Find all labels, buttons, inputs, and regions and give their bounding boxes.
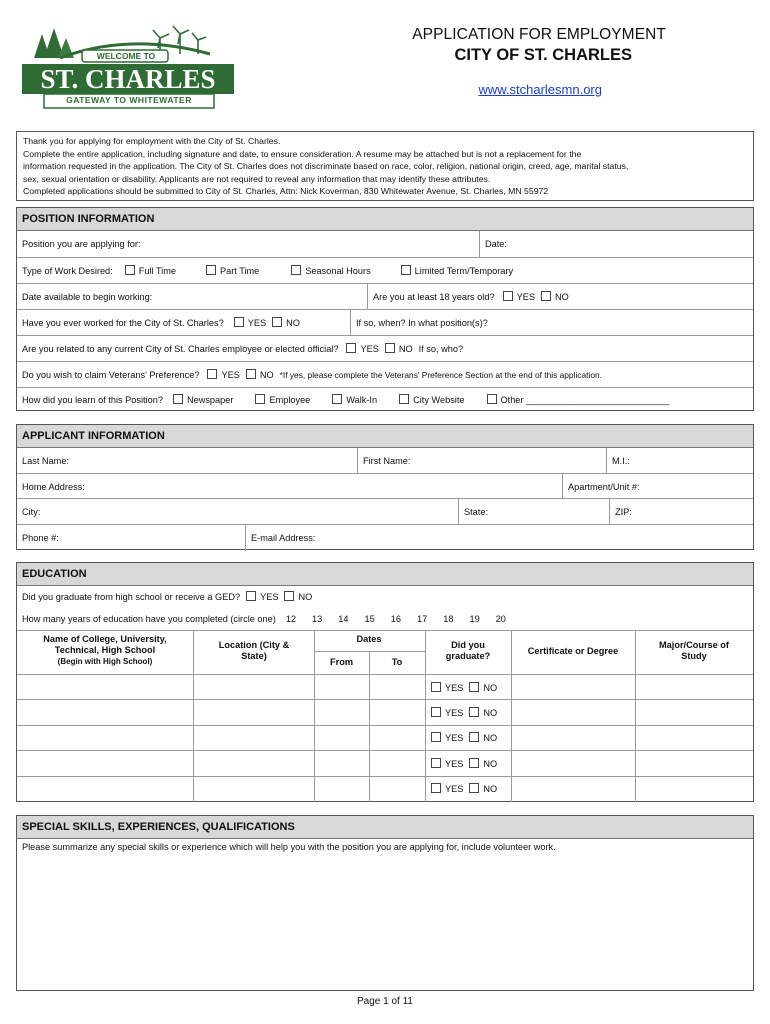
learn-question: How did you learn of this Position? <box>22 395 163 405</box>
year-option[interactable]: 15 <box>364 614 375 624</box>
seasonal-checkbox[interactable] <box>291 265 301 275</box>
education-entry-row <box>17 699 753 725</box>
veterans-yes-checkbox[interactable] <box>207 369 217 379</box>
zip-label: ZIP: <box>615 507 632 517</box>
worked-question: Have you ever worked for the City of St. Charles? <box>22 318 224 328</box>
position-heading: POSITION INFORMATION <box>17 208 753 231</box>
graduated-yes-label: YES <box>445 784 464 795</box>
school-name-cell[interactable] <box>17 675 198 700</box>
skills-heading: SPECIAL SKILLS, EXPERIENCES, QUALIFICATIONS <box>17 816 753 839</box>
graduated-no-checkbox[interactable] <box>469 707 479 717</box>
certificate-cell[interactable] <box>511 777 640 802</box>
home-address-field[interactable] <box>17 474 562 499</box>
year-option[interactable]: 17 <box>416 614 428 624</box>
ged-no-label: NO <box>298 592 313 602</box>
city-field[interactable] <box>17 499 457 525</box>
col-dates-header: Dates <box>356 634 382 644</box>
graduated-yes-label: YES <box>445 758 464 769</box>
graduated-no-label: NO <box>483 708 498 719</box>
last-name-field[interactable] <box>17 448 357 473</box>
major-cell[interactable] <box>635 726 758 751</box>
learn-row <box>17 387 753 412</box>
worked-when-field[interactable] <box>351 310 753 336</box>
related-no-checkbox[interactable] <box>385 343 395 353</box>
graduated-cell <box>425 726 517 751</box>
state-label: State: <box>464 507 489 517</box>
website-label: City Website <box>413 395 465 405</box>
education-entry-row <box>17 776 753 802</box>
veterans-note: *If yes, please complete the Veterans' Preference Section at the end of this application. <box>279 370 602 380</box>
logo-welcome-text: WELCOME TO <box>96 51 156 61</box>
work-type-label: Type of Work Desired: <box>22 266 113 276</box>
col-from-header: From <box>330 657 353 667</box>
mi-label: M.I.: <box>612 455 630 466</box>
years-row <box>17 608 753 630</box>
ged-row <box>17 586 753 608</box>
limited-term-label: Limited Term/Temporary <box>414 266 514 276</box>
graduated-yes-checkbox[interactable] <box>431 783 441 793</box>
intro-line: sex, sexual orientation or disability. Applicants are not required to reveal any information that may identify these attributes. <box>23 173 491 184</box>
website-link[interactable]: www.stcharlesmn.org <box>478 82 602 97</box>
veterans-row <box>17 361 753 388</box>
graduated-cell <box>425 777 517 802</box>
date-from-cell[interactable] <box>314 777 374 802</box>
graduated-yes-checkbox[interactable] <box>431 707 441 717</box>
ged-question: Did you graduate from high school or receive a GED? <box>22 592 241 602</box>
newspaper-label: Newspaper <box>186 395 234 405</box>
related-who-label: If so, who? <box>418 344 464 354</box>
graduated-no-label: NO <box>483 733 498 744</box>
zip-field[interactable] <box>610 499 753 525</box>
contact-row <box>17 524 753 551</box>
year-option[interactable]: 16 <box>390 614 401 624</box>
school-name-cell[interactable] <box>17 726 198 751</box>
date-available-label: Date available to begin working: <box>22 292 153 302</box>
year-option[interactable]: 19 <box>469 614 480 624</box>
major-cell[interactable] <box>635 777 758 802</box>
related-question: Are you related to any current City of St. Charles employee or elected official? <box>22 344 339 354</box>
position-applying-label: Position you are applying for: <box>22 239 141 249</box>
worked-no-label: NO <box>286 318 300 328</box>
major-cell[interactable] <box>635 700 758 725</box>
full-time-label: Full Time <box>138 266 176 276</box>
mi-field[interactable] <box>607 448 753 473</box>
location-cell[interactable] <box>193 777 319 802</box>
ged-yes-label: YES <box>260 592 279 602</box>
home-address-label: Home Address: <box>22 481 85 492</box>
location-cell[interactable] <box>193 751 319 776</box>
walkin-label: Walk-In <box>346 395 378 405</box>
worked-yes-label: YES <box>247 318 267 328</box>
skills-section <box>16 815 754 991</box>
year-option[interactable]: 13 <box>312 614 323 624</box>
logo-name-text: ST. CHARLES <box>40 64 216 94</box>
intro-line: information requested in the application. The City of St. Charles does not discriminate based on race, color, religion, national origin, creed, age, marital status, <box>23 161 629 171</box>
related-row <box>17 335 753 362</box>
other-checkbox[interactable] <box>487 394 497 404</box>
full-time-checkbox[interactable] <box>125 265 135 275</box>
position-row <box>17 231 753 257</box>
part-time-label: Part Time <box>219 266 260 276</box>
location-cell[interactable] <box>193 675 319 700</box>
ged-no-checkbox[interactable] <box>284 591 294 601</box>
graduated-cell <box>425 751 517 776</box>
apartment-label: Apartment/Unit #: <box>568 481 640 492</box>
col-graduate-header: Did you graduate? <box>445 640 491 661</box>
col-school-header: Name of College, University, Technical, High School <box>43 634 167 655</box>
related-yes-label: YES <box>360 344 379 354</box>
school-name-cell[interactable] <box>17 777 198 802</box>
col-school-subheader: (Begin with High School) <box>57 657 153 666</box>
education-entry-row <box>17 725 753 751</box>
position-date-field[interactable] <box>480 231 753 257</box>
education-entry-row <box>17 750 753 776</box>
graduated-yes-label: YES <box>445 682 464 693</box>
website-checkbox[interactable] <box>399 394 409 404</box>
intro-line: Thank you for applying for employment with the City of St. Charles. <box>23 136 281 146</box>
intro-line: Complete the entire application, including signature and date, to ensure consideration. A resume may be attached but is not a replacement for the <box>23 148 582 159</box>
graduated-no-label: NO <box>483 784 498 795</box>
date-to-cell[interactable] <box>369 675 430 700</box>
year-option[interactable]: 20 <box>495 614 506 624</box>
part-time-checkbox[interactable] <box>206 265 216 275</box>
position-date-label: Date: <box>485 239 507 249</box>
col-certificate-header: Certificate or Degree <box>527 646 619 656</box>
veterans-no-checkbox[interactable] <box>246 369 256 379</box>
location-cell[interactable] <box>193 726 319 751</box>
skills-prompt: Please summarize any special skills or experience which will help you with the position you are applying for, include volunteer work. <box>22 842 556 852</box>
graduated-yes-checkbox[interactable] <box>431 732 441 742</box>
years-question: How many years of education have you completed (circle one) <box>22 614 276 624</box>
date-to-cell[interactable] <box>369 777 430 802</box>
related-yes-checkbox[interactable] <box>346 343 356 353</box>
page-number: Page 1 of 11 <box>357 996 413 1007</box>
age-no-checkbox[interactable] <box>541 291 551 301</box>
worked-when-label: If so, when? In what position(s)? <box>356 318 488 328</box>
name-row <box>17 448 753 473</box>
graduated-cell <box>425 700 517 725</box>
newspaper-checkbox[interactable] <box>173 394 183 404</box>
certificate-cell[interactable] <box>511 700 640 725</box>
last-name-label: Last Name: <box>22 455 69 466</box>
phone-label: Phone #: <box>22 533 59 543</box>
form-subtitle: CITY OF ST. CHARLES <box>454 46 632 64</box>
applicant-heading: APPLICANT INFORMATION <box>17 425 753 448</box>
graduated-no-label: NO <box>483 758 498 769</box>
graduated-yes-label: YES <box>445 733 464 744</box>
worked-no-checkbox[interactable] <box>272 317 282 327</box>
intro-line: Completed applications should be submitted to City of St. Charles, Attn: Nick Koverman, 830 Whitewater Avenue, St. Charles, MN 55972 <box>23 186 549 196</box>
certificate-cell[interactable] <box>511 675 640 700</box>
intro-notice <box>16 131 754 201</box>
first-name-label: First Name: <box>363 455 411 466</box>
position-section <box>16 207 754 411</box>
col-location-header: Location (City & State) <box>218 640 290 661</box>
logo-tagline-text: GATEWAY TO WHITEWATER <box>66 95 192 105</box>
school-name-cell[interactable] <box>17 700 198 725</box>
related-no-label: NO <box>398 344 413 354</box>
city-row <box>17 498 753 525</box>
date-from-cell[interactable] <box>314 675 374 700</box>
applicant-section <box>16 424 754 550</box>
graduated-no-checkbox[interactable] <box>469 682 479 692</box>
state-field[interactable] <box>459 499 609 525</box>
graduated-yes-checkbox[interactable] <box>431 682 441 692</box>
first-name-field[interactable] <box>358 448 603 473</box>
col-to-header: To <box>391 657 403 667</box>
worked-before-row <box>17 309 753 336</box>
certificate-cell[interactable] <box>511 726 640 751</box>
phone-field[interactable] <box>17 525 244 551</box>
walkin-checkbox[interactable] <box>332 394 342 404</box>
position-applying-field[interactable] <box>17 231 482 257</box>
major-cell[interactable] <box>635 675 758 700</box>
major-cell[interactable] <box>635 751 758 776</box>
age-yes-label: YES <box>516 292 535 302</box>
email-field[interactable] <box>246 525 753 551</box>
veterans-question: Do you wish to claim Veterans' Preference? <box>22 370 200 380</box>
graduated-no-checkbox[interactable] <box>469 732 479 742</box>
address-row <box>17 473 753 499</box>
year-option[interactable]: 18 <box>443 614 454 624</box>
date-from-cell[interactable] <box>314 700 374 725</box>
year-option[interactable]: 12 <box>285 614 297 624</box>
graduated-yes-label: YES <box>445 708 464 719</box>
veterans-no-label: NO <box>259 370 274 380</box>
date-to-cell[interactable] <box>369 700 430 725</box>
graduated-no-checkbox[interactable] <box>469 783 479 793</box>
date-to-cell[interactable] <box>369 726 430 751</box>
education-table-header <box>17 630 753 675</box>
seasonal-label: Seasonal Hours <box>305 266 371 276</box>
year-option[interactable]: 14 <box>338 614 349 624</box>
ged-yes-checkbox[interactable] <box>246 591 256 601</box>
form-title: APPLICATION FOR EMPLOYMENT <box>412 26 666 43</box>
date-available-field[interactable] <box>17 284 367 310</box>
graduated-no-checkbox[interactable] <box>469 758 479 768</box>
graduated-no-label: NO <box>483 682 498 693</box>
education-heading: EDUCATION <box>17 563 753 586</box>
age-question: Are you at least 18 years old? <box>373 292 495 302</box>
graduated-yes-checkbox[interactable] <box>431 758 441 768</box>
date-from-cell[interactable] <box>314 751 374 776</box>
education-entry-row <box>17 674 753 700</box>
education-section <box>16 562 754 802</box>
date-from-cell[interactable] <box>314 726 374 751</box>
location-cell[interactable] <box>193 700 319 725</box>
email-label: E-mail Address: <box>251 533 316 543</box>
col-major-header: Major/Course of Study <box>659 640 729 661</box>
veterans-yes-label: YES <box>221 370 240 380</box>
limited-term-checkbox[interactable] <box>401 265 411 275</box>
city-logo <box>20 24 236 110</box>
work-type-row <box>17 257 753 284</box>
employee-checkbox[interactable] <box>255 394 265 404</box>
city-label: City: <box>22 507 41 517</box>
date-to-cell[interactable] <box>369 751 430 776</box>
graduated-cell <box>425 675 517 700</box>
certificate-cell[interactable] <box>511 751 640 776</box>
other-label: Other ____________________________ <box>500 395 670 405</box>
skills-textarea[interactable] <box>17 860 753 990</box>
school-name-cell[interactable] <box>17 751 198 776</box>
age-no-label: NO <box>554 292 569 302</box>
employee-label: Employee <box>269 395 311 405</box>
age-yes-checkbox[interactable] <box>503 291 513 301</box>
availability-row <box>17 283 753 310</box>
worked-yes-checkbox[interactable] <box>234 317 244 327</box>
apartment-field[interactable] <box>563 474 753 499</box>
